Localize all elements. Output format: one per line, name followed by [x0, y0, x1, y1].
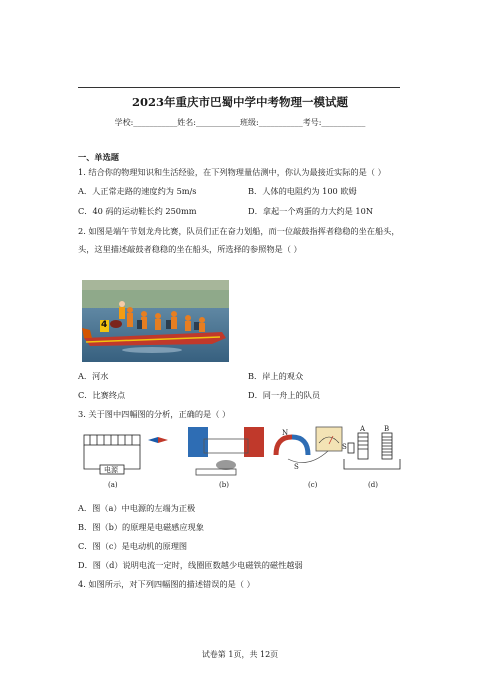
section-label: 一、单选题	[78, 152, 119, 162]
dragon-boat-photo	[82, 280, 229, 362]
compass-needle-s	[158, 437, 168, 443]
figure-d-label: (d)	[368, 481, 378, 489]
figure-b-label: (b)	[219, 481, 229, 489]
q3-figures	[76, 425, 406, 497]
magnet-s-label: S	[294, 463, 299, 471]
q2-option-b: B．岸上的观众	[248, 371, 304, 381]
q3-option-d: D．图（d）说明电流一定时，线圈匝数越少电磁铁的磁性越弱	[78, 560, 303, 570]
student-info-line: 学校:___________姓名:___________班级:___________考号:___________	[114, 118, 366, 127]
figure-b-apparatus	[188, 427, 264, 475]
compass-needle-n	[148, 437, 158, 443]
exam-title: 2023年重庆市巴蜀中学中考物理一模试题	[131, 95, 348, 109]
q1-option-a: A．人正常走路的速度约为 5m/s	[78, 186, 197, 196]
q2-stem-line1: 2. 如图是端午节划龙舟比赛，队员们正在奋力划船，而一位敲鼓指挥者稳稳的坐在船头，	[78, 226, 400, 236]
q1-stem: 1. 结合你的物理知识和生活经验，在下列物理量估测中，你认为最接近实际的是（ ）	[78, 167, 386, 177]
figure-a-label: (a)	[108, 481, 118, 489]
q1-option-c: C．40 码的运动鞋长约 250mm	[78, 206, 197, 216]
q3-stem: 3. 关于图中四幅图的分析，正确的是（ ）	[78, 409, 231, 419]
electromagnet-b-label: B	[384, 425, 390, 433]
figure-d-apparatus	[344, 433, 400, 469]
boat-number: 4	[101, 320, 108, 330]
figure-c-label: (c)	[308, 481, 318, 489]
q2-stem-line2: 头，这里描述敲鼓者稳稳的坐在船头，所选择的参照物是（ ）	[78, 244, 302, 254]
q1-option-b: B．人体的电阻约为 100 欧姆	[248, 186, 357, 196]
q2-option-c: C．比赛终点	[78, 390, 126, 400]
q3-option-b: B．图（b）的原理是电磁感应现象	[78, 522, 204, 532]
power-label: 电源	[104, 466, 118, 474]
page-footer: 试卷第 1页，共 12页	[201, 650, 279, 659]
q1-option-d: D．拿起一个鸡蛋的力大约是 10N	[248, 206, 373, 216]
q2-option-a: A．河水	[78, 371, 109, 381]
switch-label: S	[342, 443, 347, 451]
q4-stem: 4. 如图所示，对下列四幅图的描述错误的是（ ）	[78, 579, 255, 589]
electromagnet-a-label: A	[360, 425, 366, 433]
header-rule	[78, 87, 400, 88]
magnet-n-label: N	[282, 429, 289, 437]
q2-option-d: D．同一舟上的队员	[248, 390, 321, 400]
q3-option-a: A．图（a）中电源的左端为正极	[78, 503, 196, 513]
q3-option-c: C．图（c）是电动机的原理图	[78, 541, 188, 551]
